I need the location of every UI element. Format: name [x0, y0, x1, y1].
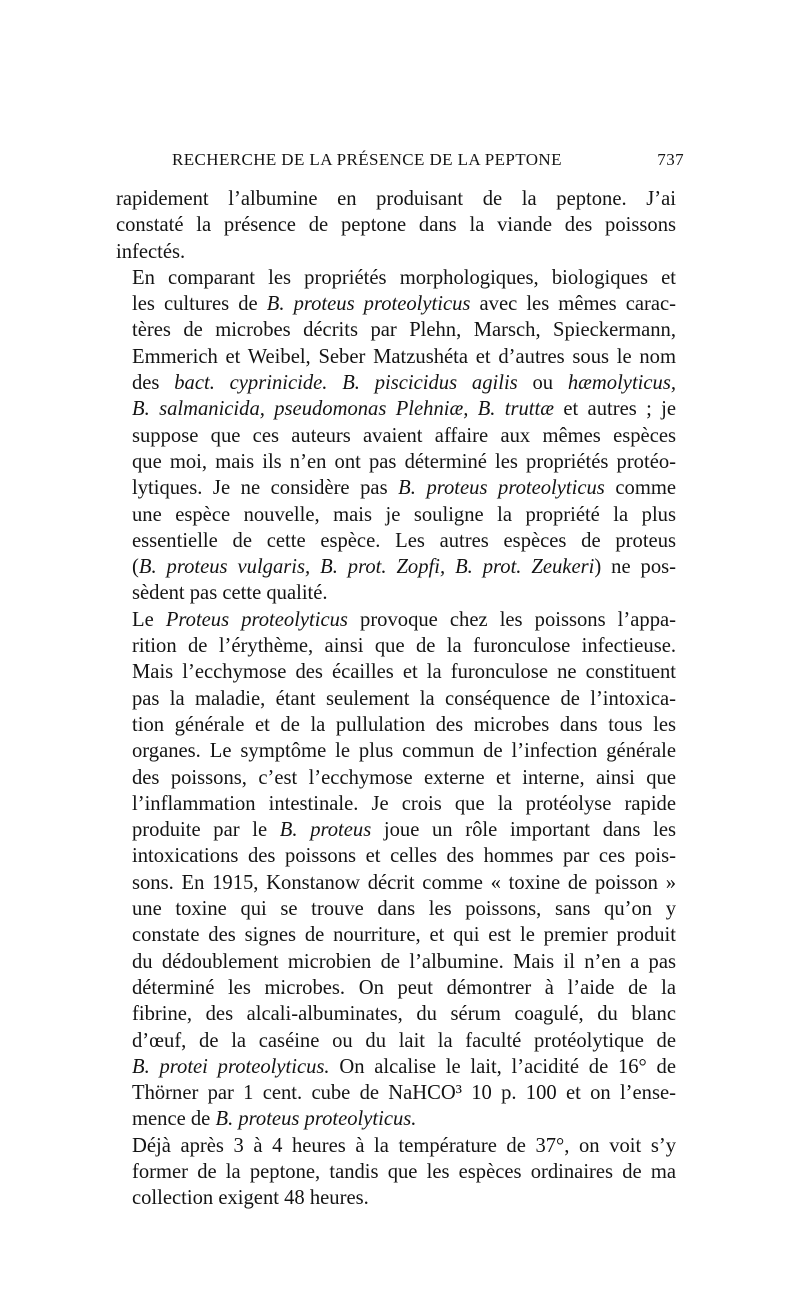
text-line	[116, 265, 676, 291]
text-segment: sèdent pas cette qualité.	[132, 582, 328, 605]
italic-text: B. proteus proteolyticus.	[215, 1108, 417, 1131]
text-line	[116, 949, 676, 975]
text-line	[116, 1106, 676, 1132]
text-segment: une toxine qui se trouve dans les poissons, sans qu’on y	[132, 898, 676, 921]
text-line	[116, 291, 676, 317]
text-line	[116, 239, 676, 265]
italic-text: B. proteus vulgaris, B. prot. Zopfi, B. prot. Zeukeri	[138, 556, 595, 579]
text-segment: produite par le	[132, 819, 280, 842]
text-line	[116, 817, 676, 843]
text-line	[116, 1159, 676, 1185]
text-line	[116, 765, 676, 791]
text-segment: joue un rôle important dans les	[371, 819, 676, 842]
text-line	[116, 1080, 676, 1106]
text-line	[116, 186, 676, 212]
text-segment: Déjà après 3 à 4 heures à la température de 37°, on voit s’y	[132, 1134, 676, 1157]
text-line	[116, 1054, 676, 1080]
text-line	[116, 1028, 676, 1054]
text-segment: (	[132, 556, 139, 579]
text-line	[116, 370, 676, 396]
text-segment: pas la maladie, étant seulement la conséquence de l’intoxica-	[132, 687, 676, 710]
text-segment: que moi, mais ils n’en ont pas déterminé les propriétés protéo-	[132, 450, 676, 473]
text-segment: rapidement l’albumine en produisant de la peptone. J’ai	[116, 188, 676, 210]
text-line	[116, 423, 676, 449]
text-segment: des poissons, c’est l’ecchymose externe et interne, ainsi que	[132, 766, 676, 789]
text-line	[116, 922, 676, 948]
text-segment: Mais l’ecchymose des écailles et la furonculose ne constituent	[132, 661, 676, 684]
text-segment: infectés.	[116, 240, 186, 263]
italic-text: B. protei proteolyticus.	[132, 1055, 330, 1078]
body-text	[116, 186, 676, 1212]
text-segment: Thörner par 1 cent. cube de NaHCO³ 10 p. 100 et on l’ense-	[132, 1082, 676, 1105]
text-line	[116, 580, 676, 606]
text-line	[116, 344, 676, 370]
text-line	[116, 896, 676, 922]
text-line	[116, 607, 676, 633]
text-line	[116, 1001, 676, 1027]
text-line	[116, 1133, 676, 1159]
italic-text: B. proteus proteolyticus	[266, 293, 471, 316]
text-segment: tères de microbes décrits par Plehn, Marsch, Spieckermann,	[132, 319, 676, 342]
italic-text: B. proteus proteolyticus	[398, 477, 605, 500]
text-line	[116, 212, 676, 238]
text-segment: constaté la présence de peptone dans la viande des poissons	[116, 214, 676, 237]
text-segment: une espèce nouvelle, mais je souligne la propriété la plus	[132, 503, 676, 526]
text-segment: En comparant les propriétés morphologiques, biologiques et	[132, 266, 676, 289]
text-segment: constate des signes de nourriture, et qui est le premier produit	[132, 924, 676, 947]
text-segment: du dédoublement microbien de l’albumine. Mais il n’en a pas	[132, 950, 676, 973]
text-line	[116, 659, 676, 685]
italic-text: hæmolyticus,	[567, 372, 676, 395]
text-line	[116, 686, 676, 712]
text-line	[116, 738, 676, 764]
text-segment: provoque chez les poissons l’appa-	[347, 608, 676, 631]
text-segment: d’œuf, de la caséine ou du lait la faculté protéolytique de	[132, 1029, 676, 1052]
text-segment: former de la peptone, tandis que les espèces ordinaires de ma	[132, 1160, 676, 1183]
text-line	[116, 554, 676, 580]
text-line	[116, 975, 676, 1001]
text-segment: sons. En 1915, Konstanow décrit comme « toxine de poisson »	[132, 871, 676, 894]
text-segment: essentielle de cette espèce. Les autres espèces de proteus	[132, 529, 676, 552]
text-line	[116, 870, 676, 896]
text-line	[116, 449, 676, 475]
text-segment: Le	[132, 608, 166, 631]
running-title: RECHERCHE DE LA PRÉSENCE DE LA PEPTONE	[172, 150, 562, 169]
italic-text: B. salmanicida, pseudomonas Plehniæ, B. truttæ	[132, 398, 554, 421]
text-segment: rition de l’érythème, ainsi que de la furonculose infectieuse.	[132, 635, 676, 658]
text-segment: collection exigent 48 heures.	[132, 1187, 369, 1210]
text-line	[116, 791, 676, 817]
text-line	[116, 1185, 676, 1211]
italic-text: B. proteus	[279, 819, 372, 842]
text-segment: et autres ; je	[554, 398, 676, 421]
page-number: 737	[657, 150, 684, 169]
text-segment: ) ne pos-	[594, 556, 676, 579]
running-head	[116, 150, 684, 174]
text-line	[116, 633, 676, 659]
text-line	[116, 528, 676, 554]
text-line	[116, 502, 676, 528]
italic-text: bact. cyprinicide. B. piscicidus agilis	[174, 372, 518, 395]
text-line	[116, 712, 676, 738]
text-segment: On alcalise le lait, l’acidité de 16° de	[329, 1055, 676, 1078]
text-segment: l’inflammation intestinale. Je crois que la protéolyse rapide	[132, 792, 676, 815]
text-segment: lytiques. Je ne considère pas	[132, 477, 399, 500]
text-segment: intoxications des poissons et celles des hommes par ces pois-	[132, 845, 676, 868]
text-segment: déterminé les microbes. On peut démontrer à l’aide de la	[132, 976, 676, 999]
paragraph	[116, 1133, 676, 1212]
paragraph	[116, 186, 676, 265]
text-line	[116, 475, 676, 501]
text-segment: fibrine, des alcali-albuminates, du sérum coagulé, du blanc	[132, 1003, 676, 1026]
text-segment: les cultures de	[132, 293, 267, 316]
text-line	[116, 396, 676, 422]
text-segment: mence de	[132, 1108, 216, 1131]
text-line	[116, 843, 676, 869]
text-segment: Emmerich et Weibel, Seber Matzushéta et d’autres sous le nom	[132, 345, 676, 368]
paragraph	[116, 265, 676, 607]
text-segment: des	[132, 372, 175, 395]
text-segment: ou	[517, 372, 568, 395]
italic-text: Proteus proteolyticus	[165, 608, 348, 631]
text-segment: comme	[604, 477, 676, 500]
text-segment: avec les mêmes carac-	[470, 293, 676, 316]
text-segment: suppose que ces auteurs avaient affaire aux mêmes espèces	[132, 424, 676, 447]
text-line	[116, 317, 676, 343]
paragraph	[116, 607, 676, 1133]
text-segment: organes. Le symptôme le plus commun de l’infection générale	[132, 740, 676, 763]
text-segment: tion générale et de la pullulation des microbes dans tous les	[132, 713, 676, 736]
